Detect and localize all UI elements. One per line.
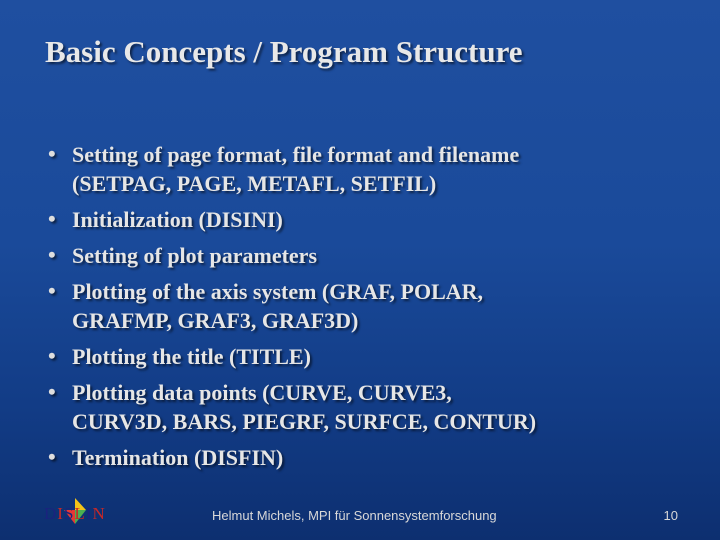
dislin-logo [44, 504, 106, 524]
bullet-item [48, 378, 688, 436]
bullet-line: CURV3D, BARS, PIEGRF, SURFCE, CONTUR) [72, 409, 537, 434]
bullet-item [48, 241, 688, 270]
slide-footer [0, 496, 720, 540]
logo-letter: L [74, 504, 86, 523]
bullet-line: (SETPAG, PAGE, METAFL, SETFIL) [72, 171, 437, 196]
page-number: 10 [663, 508, 678, 523]
bullet-item [48, 443, 688, 472]
bullet-dot-icon: • [48, 141, 56, 166]
bullet-item [48, 140, 688, 198]
bullet-line: Plotting the title (TITLE) [72, 344, 311, 369]
bullet-dot-icon: • [48, 343, 56, 368]
bullet-line: Setting of page format, file format and filename [72, 142, 520, 167]
bullet-dot-icon: • [48, 379, 56, 404]
bullet-item [48, 277, 688, 335]
bullet-dot-icon: • [48, 278, 56, 303]
footer-author: Helmut Michels, MPI für Sonnensystemforschung [212, 508, 497, 523]
slide-title: Basic Concepts / Program Structure [45, 34, 523, 69]
bullet-line: Plotting data points (CURVE, CURVE3, [72, 380, 452, 405]
bullet-line: Setting of plot parameters [72, 243, 318, 268]
bullet-line: Plotting of the axis system (GRAF, POLAR, [72, 279, 484, 304]
bullet-item [48, 205, 688, 234]
bullet-list [48, 140, 688, 479]
logo-letter: I [85, 504, 93, 523]
logo-letter: S [63, 504, 75, 523]
bullet-line: Initialization (DISINI) [72, 207, 283, 232]
bullet-line: GRAFMP, GRAF3, GRAF3D) [72, 308, 359, 333]
bullet-item [48, 342, 688, 371]
bullet-dot-icon: • [48, 206, 56, 231]
bullet-dot-icon: • [48, 444, 56, 469]
logo-letter: D [44, 504, 58, 523]
logo-letter: I [57, 504, 64, 523]
logo-letter: N [92, 504, 106, 523]
bullet-dot-icon: • [48, 242, 56, 267]
bullet-line: Termination (DISFIN) [72, 445, 284, 470]
